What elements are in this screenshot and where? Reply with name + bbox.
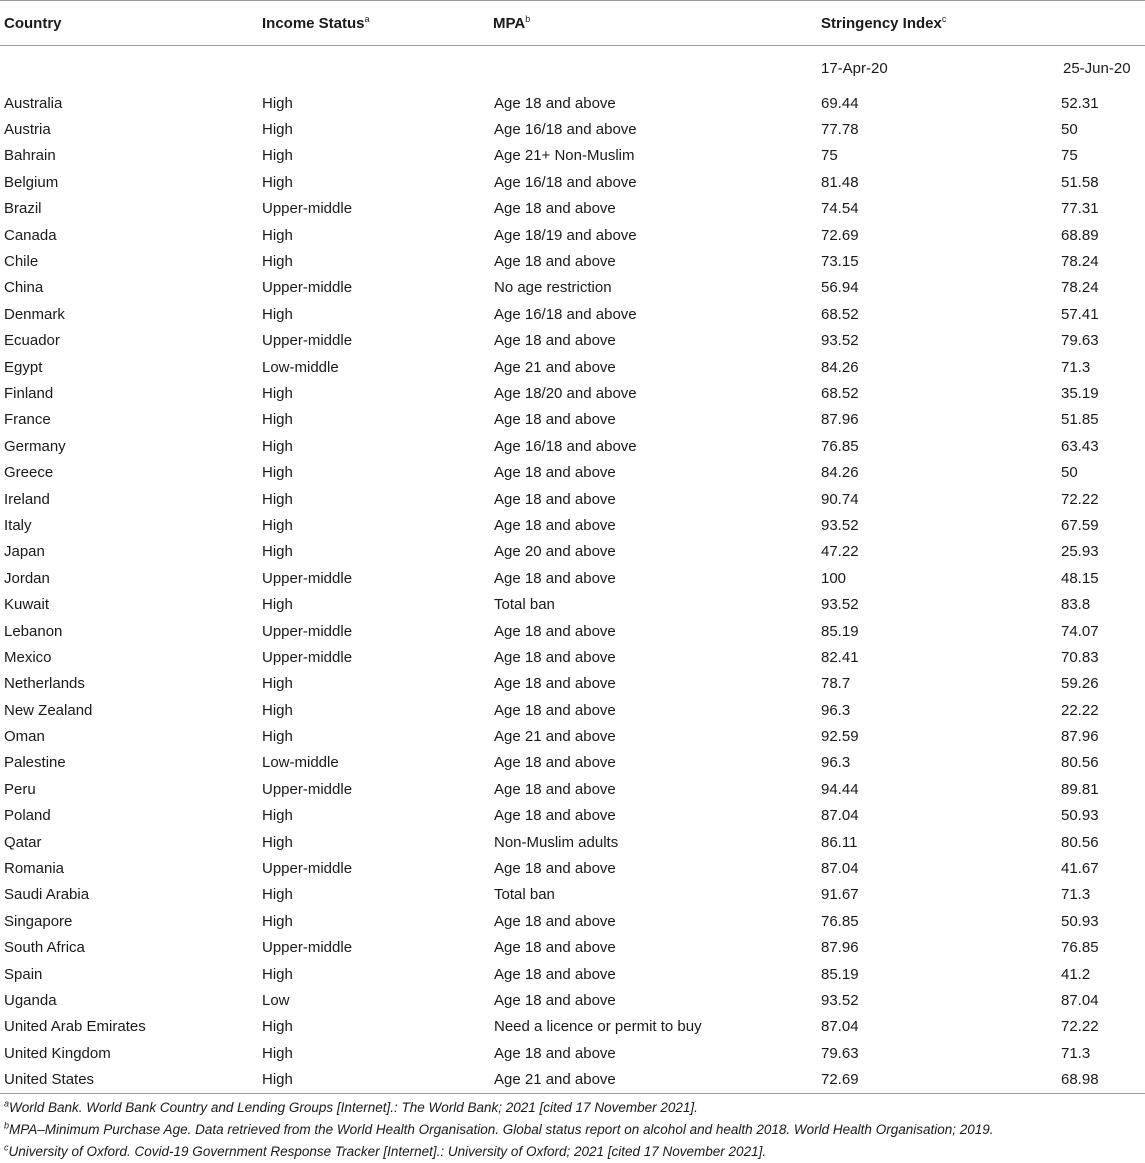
cell-mpa: No age restriction [494, 279, 612, 297]
cell-income-status: Upper-middle [262, 332, 353, 350]
table-row [0, 776, 1145, 802]
cell-stringency-apr: 87.96 [821, 939, 859, 957]
table-header [0, 1, 1145, 46]
cell-country: Kuwait [4, 596, 50, 614]
cell-stringency-jun: 50.93 [1061, 807, 1099, 825]
cell-income-status: High [262, 833, 293, 851]
cell-stringency-apr: 68.52 [821, 384, 859, 402]
cell-stringency-jun: 72.22 [1061, 1018, 1099, 1036]
cell-country: Bahrain [4, 147, 56, 165]
cell-stringency-jun: 41.67 [1061, 860, 1099, 878]
cell-stringency-apr: 93.52 [821, 516, 859, 534]
table-row [0, 908, 1145, 934]
cell-country: Austria [4, 121, 51, 139]
cell-stringency-apr: 87.04 [821, 1018, 859, 1036]
table-row [0, 644, 1145, 670]
cell-country: China [4, 279, 44, 297]
cell-mpa: Age 18 and above [494, 807, 616, 825]
cell-mpa: Age 21+ Non-Muslim [494, 147, 635, 165]
cell-mpa: Age 18 and above [494, 754, 616, 772]
cell-income-status: Upper-middle [262, 569, 353, 587]
cell-country: Canada [4, 226, 57, 244]
cell-country: Uganda [4, 991, 57, 1009]
cell-stringency-apr: 87.04 [821, 860, 859, 878]
table-row [0, 301, 1145, 327]
cell-stringency-apr: 84.26 [821, 464, 859, 482]
date-header-jun: 25-Jun-20 [1063, 60, 1131, 77]
footnotes [4, 1097, 1134, 1163]
cell-stringency-jun: 76.85 [1061, 939, 1099, 957]
cell-mpa: Non-Muslim adults [494, 833, 619, 851]
table-row [0, 143, 1145, 169]
table-row [0, 565, 1145, 591]
cell-stringency-jun: 87.96 [1061, 728, 1099, 746]
cell-income-status: High [262, 516, 293, 534]
cell-stringency-jun: 75 [1061, 147, 1078, 165]
cell-stringency-apr: 96.3 [821, 701, 851, 719]
table-row [0, 723, 1145, 749]
cell-country: Mexico [4, 648, 52, 666]
cell-stringency-apr: 93.52 [821, 991, 859, 1009]
table-row [0, 618, 1145, 644]
cell-country: Denmark [4, 305, 65, 323]
cell-country: United Arab Emirates [4, 1018, 146, 1036]
footnote-mark-c: c [941, 13, 947, 24]
header-mpa: MPA$^b$ [489, 1, 812, 46]
cell-income-status: High [262, 886, 293, 904]
table-row [0, 855, 1145, 881]
cell-stringency-jun: 41.2 [1061, 965, 1091, 983]
table-row [0, 248, 1145, 274]
cell-income-status: High [262, 305, 293, 323]
cell-mpa: Age 20 and above [494, 543, 616, 561]
date-header-row [0, 46, 1145, 91]
cell-mpa: Age 18 and above [494, 675, 616, 693]
cell-income-status: Upper-middle [262, 622, 353, 640]
cell-stringency-jun: 68.98 [1061, 1066, 1145, 1093]
cell-stringency-apr: 85.19 [821, 965, 859, 983]
cell-country: Lebanon [4, 622, 63, 640]
cell-stringency-jun: 70.83 [1061, 648, 1099, 666]
cell-income-status: High [262, 121, 293, 139]
cell-stringency-jun: 80.56 [1061, 754, 1099, 772]
table-row [0, 697, 1145, 723]
table-row [0, 328, 1145, 354]
cell-income-status: Upper-middle [262, 860, 353, 878]
cell-country: Ireland [4, 490, 50, 508]
cell-income-status: High [262, 253, 293, 271]
cell-country: Saudi Arabia [4, 886, 90, 904]
cell-mpa: Age 18 and above [494, 780, 616, 798]
table-row [0, 829, 1145, 855]
cell-income-status: High [262, 965, 293, 983]
cell-mpa: Age 18 and above [494, 860, 616, 878]
cell-country: Egypt [4, 358, 43, 376]
cell-stringency-apr: 81.48 [821, 173, 859, 191]
cell-country: Romania [4, 860, 65, 878]
date-header-apr: 17-Apr-20 [821, 60, 888, 77]
cell-income-status: High [262, 173, 293, 191]
footnote-a: $^a$World Bank. World Bank Country and Lending Groups [Internet].: The World Bank; 2021 [cited 17 November 2021]. [4, 1098, 698, 1115]
cell-stringency-jun: 59.26 [1061, 675, 1099, 693]
cell-stringency-apr: 86.11 [821, 833, 858, 851]
cell-country: Belgium [4, 173, 59, 191]
cell-stringency-apr: 94.44 [821, 780, 859, 798]
cell-mpa: Age 21 and above [489, 1066, 812, 1093]
table-row [0, 222, 1145, 248]
table-row [0, 354, 1145, 380]
cell-mpa: Age 18 and above [494, 411, 616, 429]
cell-stringency-jun: 87.04 [1061, 991, 1099, 1009]
table-row [0, 750, 1145, 776]
cell-stringency-jun: 67.59 [1061, 516, 1099, 534]
cell-income-status: Upper-middle [262, 939, 353, 957]
cell-mpa: Age 18 and above [494, 701, 616, 719]
table-row [0, 1066, 1145, 1093]
cell-mpa: Age 16/18 and above [494, 305, 637, 323]
cell-stringency-apr: 73.15 [821, 253, 859, 271]
cell-stringency-jun: 50 [1061, 121, 1078, 139]
table-row [0, 671, 1145, 697]
cell-stringency-jun: 83.8 [1061, 596, 1091, 614]
cell-stringency-apr: 79.63 [821, 1044, 859, 1062]
cell-country: Ecuador [4, 332, 60, 350]
cell-stringency-apr: 72.69 [812, 1066, 1061, 1093]
cell-stringency-apr: 87.96 [821, 411, 859, 429]
cell-income-status: High [262, 147, 293, 165]
cell-stringency-jun: 74.07 [1061, 622, 1099, 640]
cell-stringency-apr: 93.52 [821, 332, 859, 350]
table-row [0, 380, 1145, 406]
cell-income-status: High [262, 94, 293, 112]
cell-income-status: Low-middle [262, 754, 339, 772]
cell-stringency-apr: 72.69 [821, 226, 859, 244]
cell-income-status: High [262, 807, 293, 825]
table-row [0, 591, 1145, 617]
cell-stringency-jun: 50 [1061, 464, 1078, 482]
cell-stringency-apr: 91.67 [821, 886, 859, 904]
cell-mpa: Age 18 and above [494, 490, 616, 508]
cell-stringency-apr: 85.19 [821, 622, 859, 640]
cell-income-status: Upper-middle [262, 279, 353, 297]
cell-mpa: Age 18 and above [494, 516, 616, 534]
table-row [0, 407, 1145, 433]
cell-country: Chile [4, 253, 39, 271]
cell-stringency-jun: 89.81 [1061, 780, 1099, 798]
cell-mpa: Age 18 and above [494, 1044, 616, 1062]
cell-mpa: Age 18 and above [494, 648, 616, 666]
cell-stringency-apr: 84.26 [821, 358, 859, 376]
cell-stringency-apr: 76.85 [821, 912, 859, 930]
cell-country: New Zealand [4, 701, 93, 719]
cell-country: Jordan [4, 569, 50, 587]
cell-stringency-apr: 93.52 [821, 596, 859, 614]
cell-mpa: Age 18 and above [494, 912, 616, 930]
cell-income-status: High [262, 675, 293, 693]
cell-stringency-apr: 74.54 [821, 200, 859, 218]
cell-income-status: High [258, 1066, 489, 1093]
cell-income-status: High [262, 701, 293, 719]
header-country: Country [0, 1, 258, 46]
cell-income-status: High [262, 384, 293, 402]
cell-stringency-apr: 82.41 [821, 648, 859, 666]
cell-country: Greece [4, 464, 54, 482]
table-row [0, 196, 1145, 222]
cell-stringency-jun: 78.24 [1061, 253, 1099, 271]
cell-stringency-jun: 48.15 [1061, 569, 1099, 587]
cell-stringency-apr: 75 [821, 147, 838, 165]
cell-stringency-apr: 100 [821, 569, 847, 587]
cell-stringency-jun: 68.89 [1061, 226, 1099, 244]
table-row [0, 1014, 1145, 1040]
cell-stringency-jun: 77.31 [1061, 200, 1099, 218]
cell-stringency-jun: 57.41 [1061, 305, 1099, 323]
table-row [0, 459, 1145, 485]
cell-stringency-jun: 78.24 [1061, 279, 1099, 297]
cell-country: Japan [4, 543, 45, 561]
cell-stringency-jun: 25.93 [1061, 543, 1099, 561]
cell-stringency-jun: 80.56 [1061, 833, 1099, 851]
cell-mpa: Total ban [494, 596, 555, 614]
table-row [0, 987, 1145, 1013]
cell-country: France [4, 411, 51, 429]
cell-income-status: Upper-middle [262, 648, 353, 666]
cell-stringency-apr: 68.52 [821, 305, 859, 323]
cell-mpa: Age 18 and above [494, 939, 616, 957]
cell-income-status: High [262, 226, 293, 244]
cell-country: Palestine [4, 754, 66, 772]
cell-mpa: Age 16/18 and above [494, 121, 637, 139]
cell-stringency-jun: 72.22 [1061, 490, 1099, 508]
cell-mpa: Age 21 and above [494, 728, 616, 746]
cell-stringency-apr: 87.04 [821, 807, 859, 825]
cell-mpa: Age 21 and above [494, 358, 616, 376]
table-row [0, 433, 1145, 459]
table-row [0, 803, 1145, 829]
cell-stringency-jun: 71.3 [1061, 886, 1091, 904]
cell-country: Spain [4, 965, 43, 983]
cell-country: South Africa [4, 939, 85, 957]
cell-income-status: High [262, 728, 293, 746]
cell-income-status: High [262, 912, 293, 930]
cell-stringency-jun: 52.31 [1061, 94, 1099, 112]
cell-mpa: Age 18/19 and above [494, 226, 637, 244]
cell-mpa: Need a licence or permit to buy [494, 1018, 702, 1036]
table-row [0, 486, 1145, 512]
header-income-status: Income Status$^a$ [258, 1, 489, 46]
cell-mpa: Age 18 and above [494, 464, 616, 482]
cell-stringency-apr: 77.78 [821, 121, 859, 139]
table-row [0, 90, 1145, 116]
cell-stringency-jun: 79.63 [1061, 332, 1099, 350]
cell-mpa: Age 18 and above [494, 253, 616, 271]
cell-income-status: Upper-middle [262, 200, 353, 218]
footnote-mark-a: a [364, 13, 370, 24]
cell-stringency-jun: 22.22 [1061, 701, 1099, 719]
cell-stringency-apr: 56.94 [821, 279, 859, 297]
table-row [0, 512, 1145, 538]
cell-stringency-apr: 47.22 [821, 543, 859, 561]
cell-stringency-jun: 35.19 [1061, 384, 1099, 402]
cell-stringency-jun: 71.3 [1061, 1044, 1091, 1062]
cell-stringency-jun: 51.58 [1061, 173, 1099, 191]
footnote-mark-b: b [525, 13, 531, 24]
cell-mpa: Age 18/20 and above [494, 384, 637, 402]
table-row [0, 275, 1145, 301]
cell-country: Australia [4, 94, 63, 112]
cell-mpa: Total ban [494, 886, 555, 904]
cell-stringency-apr: 96.3 [821, 754, 851, 772]
cell-income-status: High [262, 437, 293, 455]
header-stringency-index: Stringency Index$^c$ [812, 1, 1145, 46]
cell-country: Singapore [4, 912, 73, 930]
cell-income-status: Low [262, 991, 290, 1009]
table-row [0, 882, 1145, 908]
table-row [0, 116, 1145, 142]
table-row [0, 1040, 1145, 1066]
table-row [0, 935, 1145, 961]
cell-income-status: Upper-middle [262, 780, 353, 798]
cell-mpa: Age 16/18 and above [494, 437, 637, 455]
cell-country: United States [0, 1066, 258, 1093]
table-row [0, 539, 1145, 565]
cell-mpa: Age 18 and above [494, 622, 616, 640]
cell-country: Italy [4, 516, 32, 534]
cell-country: Finland [4, 384, 54, 402]
cell-country: Qatar [4, 833, 42, 851]
cell-income-status: High [262, 543, 293, 561]
table-row [0, 961, 1145, 987]
cell-stringency-apr: 69.44 [821, 94, 859, 112]
header-row [0, 1, 1145, 46]
cell-stringency-apr: 78.7 [821, 675, 851, 693]
cell-country: Peru [4, 780, 36, 798]
cell-country: Poland [4, 807, 51, 825]
cell-mpa: Age 18 and above [494, 200, 616, 218]
table-row [0, 169, 1145, 195]
cell-country: Oman [4, 728, 45, 746]
footnote-b: $^b$MPA–Minimum Purchase Age. Data retrieved from the World Health Organisation. Global status report on alcohol and health 2018. World Health Organisation; 2019. [4, 1120, 994, 1137]
cell-mpa: Age 18 and above [494, 991, 616, 1009]
cell-stringency-apr: 92.59 [821, 728, 859, 746]
cell-stringency-jun: 51.85 [1061, 411, 1099, 429]
cell-mpa: Age 18 and above [494, 94, 616, 112]
table-body [0, 46, 1145, 1094]
cell-mpa: Age 18 and above [494, 965, 616, 983]
cell-income-status: High [262, 490, 293, 508]
cell-income-status: Low-middle [262, 358, 339, 376]
cell-income-status: High [262, 596, 293, 614]
cell-country: Brazil [4, 200, 42, 218]
cell-country: Germany [4, 437, 66, 455]
cell-income-status: High [262, 464, 293, 482]
cell-mpa: Age 18 and above [494, 569, 616, 587]
cell-stringency-apr: 76.85 [821, 437, 859, 455]
cell-country: Netherlands [4, 675, 85, 693]
cell-country: United Kingdom [4, 1044, 111, 1062]
cell-income-status: High [262, 1018, 293, 1036]
cell-mpa: Age 18 and above [494, 332, 616, 350]
cell-stringency-jun: 71.3 [1061, 358, 1091, 376]
cell-mpa: Age 16/18 and above [494, 173, 637, 191]
cell-income-status: High [262, 411, 293, 429]
footnote-c: $^c$University of Oxford. Covid-19 Government Response Tracker [Internet].: University of Oxford; 2021 [cited 17 November 2021]. [4, 1142, 767, 1159]
cell-stringency-jun: 63.43 [1061, 437, 1099, 455]
cell-stringency-jun: 50.93 [1061, 912, 1099, 930]
cell-income-status: High [262, 1044, 293, 1062]
cell-stringency-apr: 90.74 [821, 490, 859, 508]
